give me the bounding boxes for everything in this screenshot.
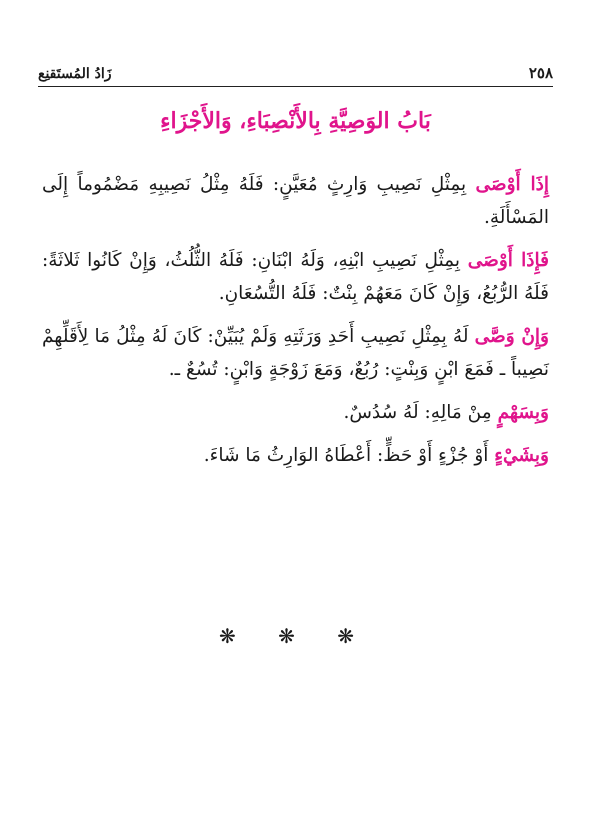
- paragraph-lead: وَبِسَهْمٍ: [497, 402, 549, 423]
- paragraph: [42, 439, 549, 472]
- paragraph-lead: إِذَا أَوْصَى: [475, 174, 549, 195]
- paragraph-lead: وَإِنْ وَصَّى: [474, 326, 549, 347]
- paragraph: [42, 396, 549, 429]
- running-head: [38, 58, 553, 82]
- paragraph-lead: وَبِشَيْءٍ: [494, 445, 549, 466]
- paragraph-text: أَوْ جُزْءٍ أَوْ حَظٍّ: أَعْطَاهُ الوَارِثُ مَا شَاءَ.: [203, 445, 495, 466]
- paragraph-text: لَهُ بِمِثْلِ نَصِيبِ أَحَدِ وَرَثَتِهِ وَلَمْ يُبَيِّنْ: كَانَ لَهُ مِثْلُ مَا لِأَقَلِّهِمْ نَصِيباً ـ فَمَعَ ابْنٍ وَبِنْتٍ: رُبُعٌ، وَمَعَ زَوْجَةٍ وَابْنٍ: تُسُعٌ ـ.: [42, 326, 549, 380]
- paragraph-text: بِمِثْلِ نَصِيبِ ابْنِهِ، وَلَهُ ابْنَانِ: فَلَهُ الثُّلُثُ، وَإِنْ كَانُوا ثَلاثَةً: فَلَهُ الرُّبُعُ، وَإِنْ كَانَ مَعَهُمْ بِنْتٌ: فَلَهُ التُّسُعَانِ.: [42, 250, 549, 304]
- paragraph: [42, 168, 549, 234]
- paragraph: [42, 320, 549, 386]
- paragraph-lead: فَإِذَا أَوْصَى: [467, 250, 549, 271]
- chapter-heading: بَابُ الوَصِيَّةِ بِالأَنْصِبَاءِ، وَالأَجْزَاءِ: [160, 108, 431, 134]
- section-end-ornament: ❋ ❋ ❋: [219, 624, 372, 648]
- paragraph: [42, 244, 549, 310]
- paragraph-text: بِمِثْلِ نَصِيبِ وَارِثٍ مُعَيَّنٍ: فَلَهُ مِثْلُ نَصِيبِهِ مَضْمُوماً إِلَى المَسْأَلَةِ.: [42, 174, 549, 228]
- body-text: [42, 168, 549, 482]
- running-head-title: زَادُ المُستَقنِع: [38, 66, 112, 82]
- header-divider: [38, 86, 553, 87]
- page-number: ٢٥٨: [528, 64, 553, 82]
- paragraph-text: مِنْ مَالِهِ: لَهُ سُدُسٌ.: [343, 402, 498, 423]
